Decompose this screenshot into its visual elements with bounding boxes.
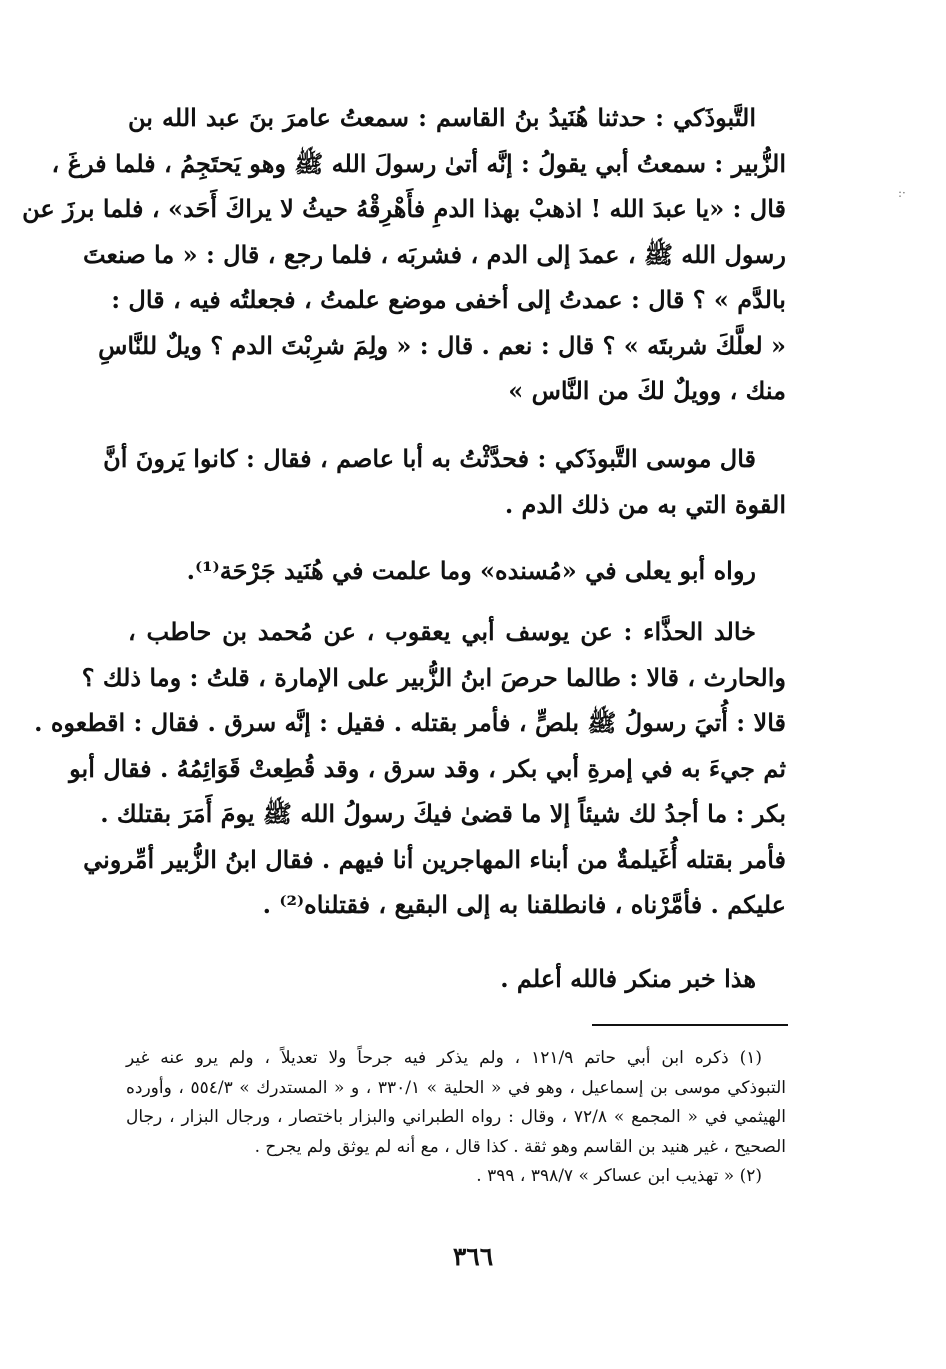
text-line: عليكم . فأمَّرْناه ، فانطلقنا به إلى البقيع ، فقتلناه⁽²⁾ . bbox=[262, 890, 786, 919]
footnote-line: الهيثمي في « المجمع » ٧٢/٨ ، وقال : رواه الطبراني والبزار باختصار ، ورجال البزار ، رجال bbox=[126, 1107, 786, 1127]
page-number: ٣٦٦ bbox=[452, 1242, 494, 1271]
text-line: فأمر بقتله أُغَيلمةٌ من أبناء المهاجرين أنا فيهم . فقال ابنُ الزُّبير أمِّروني bbox=[83, 844, 786, 874]
footnote-line: (٢) « تهذيب ابن عساكر » ٣٩٨/٧ ، ٣٩٩ . bbox=[476, 1166, 762, 1186]
text-line: منك ، وويلٌ لكَ من النَّاس » bbox=[508, 376, 786, 405]
footnote-line: التبوذكي موسى بن إسماعيل ، وهو في « الحلية » ٣٣٠/١ ، و « المستدرك » ٥٥٤/٣ ، وأورده bbox=[126, 1077, 787, 1098]
paragraph-2 bbox=[103, 436, 786, 527]
text-line: قال موسى التَّبوذَكي : فحدَّثْتُ به أبا عاصم ، فقال : كانوا يَرونَ أنَّ bbox=[103, 444, 756, 473]
paragraph-3 bbox=[128, 548, 786, 594]
text-line: « لعلَّكَ شربتَه » ؟ قال : نعم . قال : « ولِمَ شرِبْتَ الدم ؟ ويلٌ للنَّاسِ bbox=[98, 330, 786, 360]
text-line: رواه أبو يعلى في «مُسنده» وما علمت في هُنَيد جَرْحَة⁽¹⁾. bbox=[186, 556, 756, 585]
text-line: ثم جيءَ به في إمرةِ أبي بكر ، وقد سرق ، وقد قُطِعتْ قَوَائِمُهُ . فقال أبو bbox=[69, 753, 786, 783]
text-line: هذا خبر منكر فالله أعلم . bbox=[500, 964, 756, 993]
text-line: التَّبوذَكي : حدثنا هُنَيدُ بنُ القاسم : سمعتُ عامرَ بنَ عبد الله بن bbox=[128, 103, 756, 132]
text-line: بكر : ما أجدُ لك شيئاً إلا ما قضىٰ فيكَ رسولُ الله ﷺ يومَ أَمَرَ بقتلك . bbox=[100, 799, 786, 828]
footnote-line: (١) ذكره ابن أبي حاتم ١٢١/٩ ، ولم يذكر فيه جرحاً ولا تعديلاً ، ولم يرو عنه غير bbox=[126, 1048, 763, 1068]
text-line: قال : «يا عبدَ الله ! اذهبْ بهذا الدمِ فأَهْرِقْهُ حيثُ لا يراكَ أَحَد» ، فلما برزَ عن bbox=[22, 194, 786, 223]
footnote-separator bbox=[592, 1024, 788, 1026]
paragraph-1 bbox=[22, 95, 786, 414]
footnotes bbox=[126, 1044, 786, 1192]
text-line: خالد الحذَّاء : عن يوسف أبي يعقوب ، عن مُحمد بن حاطب ، bbox=[128, 617, 756, 646]
scan-speck: :· bbox=[898, 186, 906, 200]
text-line: القوة التي به من ذلك الدم . bbox=[504, 489, 786, 519]
paragraph-4 bbox=[34, 609, 786, 928]
text-line: الزُّبير : سمعتُ أبي يقولُ : إنَّه أتىٰ رسولَ الله ﷺ وهو يَحتَجِمُ ، فلما فرغَ ، bbox=[51, 148, 786, 178]
paragraph-5 bbox=[128, 956, 786, 1002]
text-line: والحارث ، قالا : طالما حرصَ ابنُ الزُّبير على الإمارة ، قلتُ : وما ذلك ؟ bbox=[81, 662, 786, 692]
text-line: بالدَّم » ؟ قال : عمدتُ إلى أخفى موضع علمتُ ، فجعلتُه فيه ، قال : bbox=[111, 285, 786, 314]
text-line: قالا : أُتيَ رسولُ ﷺ بلصٍّ ، فأمر بقتله . فقيل : إنَّه سرق . فقال : اقطعوه . bbox=[34, 708, 786, 737]
footnote-line: الصحيح ، غير هنيد بن القاسم وهو ثقة . كذا قال ، مع أنه لم يوثق ولم يجرح . bbox=[254, 1136, 786, 1157]
text-line: رسول الله ﷺ ، عمدَ إلى الدم ، فشربَه ، فلما رجع ، قال : « ما صنعتَ bbox=[82, 239, 786, 269]
